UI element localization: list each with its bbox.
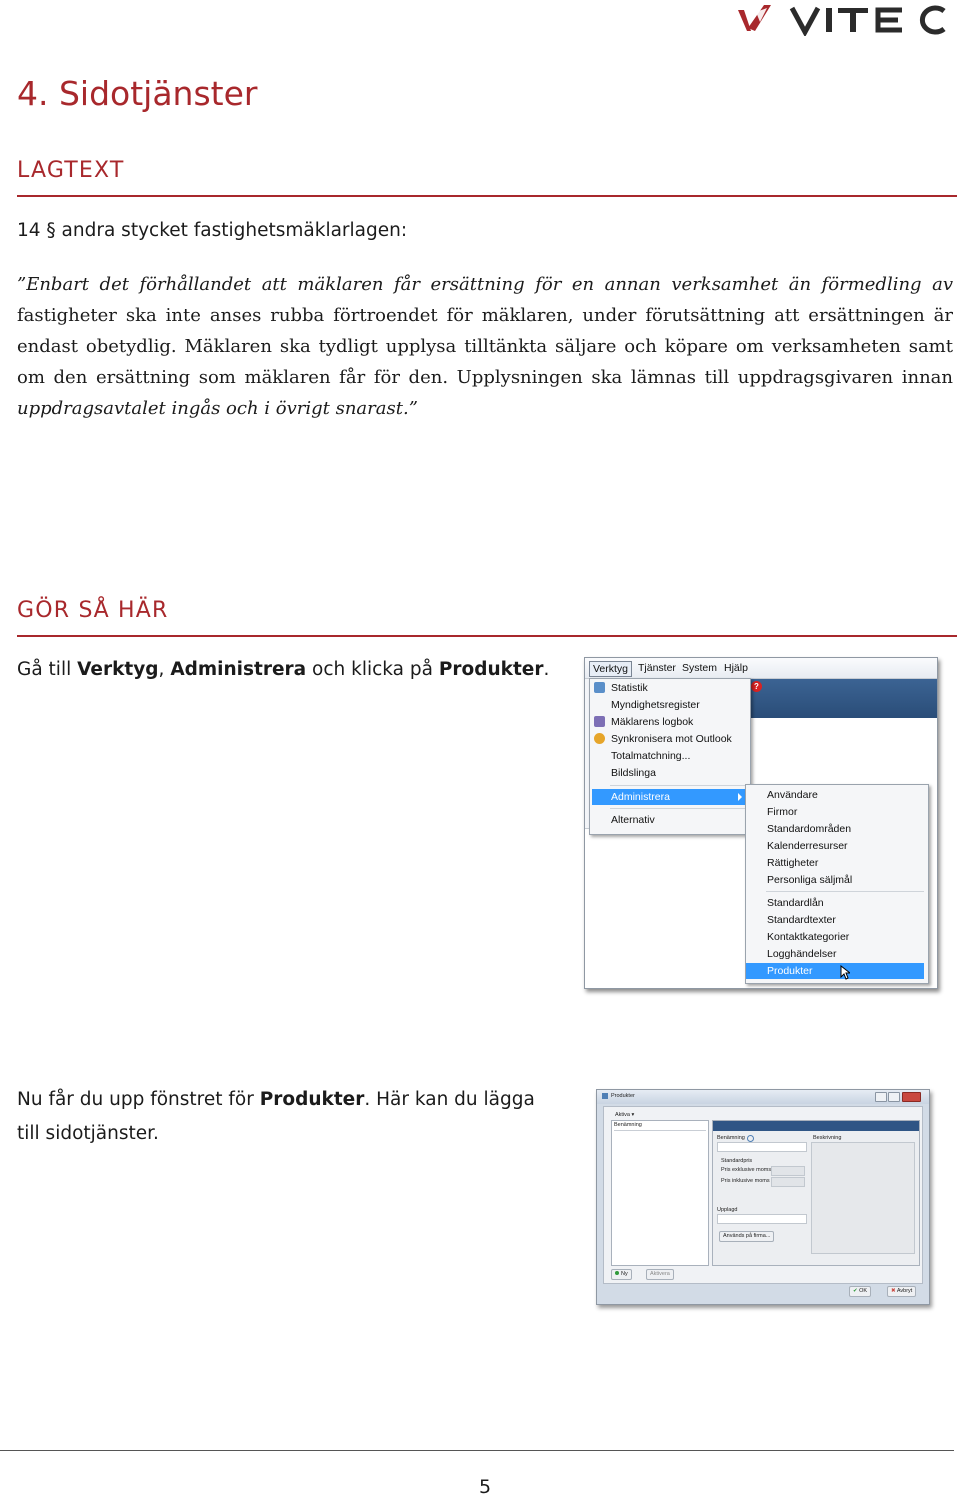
submenu-standardtexter[interactable]: Standardtexter xyxy=(767,914,836,926)
quote-line-2: fastigheter ska inte anses rubba förtroendet för mäklaren, under förutsättning att ersättningen är xyxy=(17,305,953,326)
window-titlebar xyxy=(597,1090,929,1104)
step-2-line-1 xyxy=(17,1083,535,1117)
pris-inkl-field[interactable] xyxy=(771,1177,805,1187)
outlook-sync-icon xyxy=(594,733,605,744)
submenu-firmor[interactable]: Firmor xyxy=(767,806,798,818)
submenu-kalenderresurser[interactable]: Kalenderresurser xyxy=(767,840,848,852)
menu-item-alternativ[interactable]: Alternativ xyxy=(611,814,655,826)
instructions-heading: GÖR SÅ HÄR xyxy=(17,598,169,623)
mouse-cursor-icon xyxy=(840,965,850,980)
plus-icon xyxy=(615,1271,619,1275)
submenu-logghandelser[interactable]: Logghändelser xyxy=(767,948,837,960)
step-1-pre: Gå till xyxy=(17,659,78,680)
app-left-pane xyxy=(585,828,749,989)
statistik-icon xyxy=(594,682,605,693)
cancel-icon: ✖ xyxy=(891,1288,896,1294)
submenu-personliga-saljmal[interactable]: Personliga säljmål xyxy=(767,874,853,886)
menu-item-totalmatchning[interactable]: Totalmatchning... xyxy=(611,750,691,762)
menu-hjalp[interactable]: Hjälp xyxy=(724,662,748,674)
label-beskrivning: Beskrivning xyxy=(813,1135,842,1141)
window-title: Produkter xyxy=(611,1093,635,1099)
administrera-submenu xyxy=(745,784,929,984)
menu-item-statistik[interactable]: Statistik xyxy=(611,682,648,694)
step-1-sep: , xyxy=(158,659,171,680)
beskrivning-field[interactable] xyxy=(811,1142,915,1254)
produkter-window-screenshot xyxy=(596,1089,930,1305)
vitec-logo-mark xyxy=(734,2,958,36)
label-pris-exkl: Pris exklusive moms xyxy=(721,1167,772,1173)
avbryt-label: Avbryt xyxy=(896,1288,913,1294)
menu-tjanster[interactable]: Tjänster xyxy=(638,662,676,674)
submenu-kontaktkategorier[interactable]: Kontaktkategorier xyxy=(767,931,850,943)
help-icon: ? xyxy=(751,681,762,692)
label-upplagd: Upplagd xyxy=(717,1207,738,1213)
label-benamning: Benämning xyxy=(717,1135,745,1141)
pris-exkl-field[interactable] xyxy=(771,1166,805,1176)
ok-button[interactable] xyxy=(849,1286,871,1297)
label-standardpris: Standardpris xyxy=(721,1158,753,1164)
benamning-field[interactable] xyxy=(717,1142,807,1152)
quote-line-4: om den ersättning som mäklaren får för den. Upplysningen ska lämnas till uppdragsgivaren innan xyxy=(17,367,953,388)
step-2-pre: Nu får du upp fönstret för xyxy=(17,1089,260,1110)
instructions-rule xyxy=(17,635,957,637)
submenu-produkter[interactable]: Produkter xyxy=(746,963,924,979)
upplagd-field xyxy=(717,1214,807,1224)
step-2-text xyxy=(17,1083,535,1151)
law-quote xyxy=(17,269,953,424)
step-2-line-2: till sidotjänster. xyxy=(17,1123,159,1144)
anvands-pa-firma-button[interactable]: Används på firma... xyxy=(719,1231,774,1242)
filter-dropdown[interactable]: Aktiva ▾ xyxy=(615,1112,635,1118)
logbook-icon xyxy=(594,716,605,727)
quote-line-5: uppdragsavtalet ingås och i övrigt snarast.” xyxy=(17,398,418,419)
menu-system[interactable]: System xyxy=(682,662,718,674)
menu-item-administrera[interactable]: Administrera xyxy=(592,789,746,805)
step-1-mid: och klicka på xyxy=(306,659,439,680)
menu-item-bildslinga[interactable]: Bildslinga xyxy=(611,767,656,779)
close-button[interactable] xyxy=(902,1092,921,1102)
lagtext-rule xyxy=(17,195,957,197)
menu-bar xyxy=(585,658,937,679)
menu-separator xyxy=(610,785,746,786)
maximize-button[interactable] xyxy=(888,1092,900,1102)
menu-separator-2 xyxy=(610,808,746,809)
quote-line-3: endast obetydlig. Mäklaren ska tydligt upplysa tilltänkta säljare och köpare om verksamheten samt xyxy=(17,336,953,357)
list-header: Benämning xyxy=(614,1122,706,1131)
product-detail-panel xyxy=(712,1120,920,1266)
section-title: 4. Sidotjänster xyxy=(17,74,258,113)
submenu-separator xyxy=(766,891,924,892)
submenu-standardomraden[interactable]: Standardområden xyxy=(767,823,852,835)
submenu-arrow-icon xyxy=(738,793,742,801)
ny-label: Ny xyxy=(621,1271,628,1277)
verktyg-menu xyxy=(589,678,751,835)
app-header-bar xyxy=(749,678,937,718)
aktivera-button[interactable]: Aktivera xyxy=(646,1269,674,1280)
step-1-end: . xyxy=(543,659,550,680)
label-pris-inkl: Pris inklusive moms xyxy=(721,1178,770,1184)
law-reference: 14 § andra stycket fastighetsmäklarlagen: xyxy=(17,220,408,241)
quote-line-1: ”Enbart det förhållandet att mäklaren får ersättning för en annan verksamhet än förmedling av xyxy=(17,274,953,295)
menu-item-maklarens-logbok[interactable]: Mäklarens logbok xyxy=(611,716,694,728)
avbryt-button[interactable] xyxy=(887,1286,916,1297)
step-1-verktyg: Verktyg xyxy=(77,659,159,680)
info-icon xyxy=(747,1135,754,1142)
submenu-rattigheter[interactable]: Rättigheter xyxy=(767,857,819,869)
lagtext-heading: LAGTEXT xyxy=(17,158,125,183)
menu-verktyg[interactable]: Verktyg xyxy=(589,661,632,677)
step-1-administrera: Administrera xyxy=(170,659,307,680)
step-2-end: . Här kan du lägga xyxy=(364,1089,535,1110)
menu-item-myndighetsregister[interactable]: Myndighetsregister xyxy=(611,699,700,711)
step-1-produkter: Produkter xyxy=(438,659,544,680)
ok-label: OK xyxy=(859,1288,868,1294)
product-list xyxy=(611,1120,709,1266)
detail-header-bar xyxy=(713,1121,919,1131)
footer-rule xyxy=(0,1450,954,1451)
ny-button[interactable] xyxy=(611,1269,632,1280)
menu-screenshot xyxy=(584,657,938,989)
check-icon: ✔ xyxy=(853,1288,858,1294)
window-app-icon xyxy=(602,1093,608,1099)
vitec-logo xyxy=(734,2,958,36)
page-number: 5 xyxy=(478,1476,492,1498)
submenu-anvandare[interactable]: Användare xyxy=(767,789,818,801)
step-2-produkter: Produkter xyxy=(259,1089,365,1110)
minimize-button[interactable] xyxy=(875,1092,887,1102)
menu-item-synkronisera[interactable]: Synkronisera mot Outlook xyxy=(611,733,732,745)
step-1-text xyxy=(17,659,549,680)
window-body xyxy=(603,1106,923,1284)
submenu-standardlan[interactable]: Standardlån xyxy=(767,897,824,909)
